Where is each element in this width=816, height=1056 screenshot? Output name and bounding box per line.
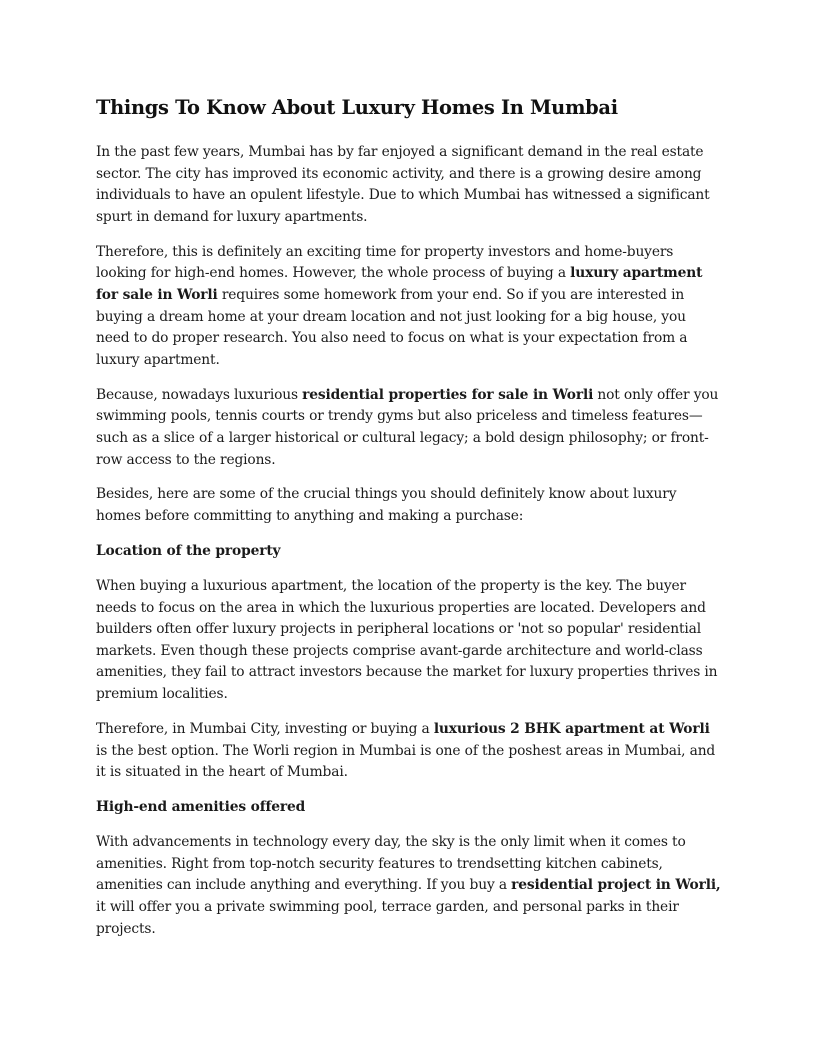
paragraph-crucial-things: Besides, here are some of the crucial things you should definitely know about luxury homes before committing to anything and making a purchase: [96, 486, 677, 525]
paragraph-intro: In the past few years, Mumbai has by far enjoyed a significant demand in the real estate sector. The city has improved its economic activity, and there is a growing desire among individuals to have an opulent lifestyle. Due to which Mumbai has witnessed a significant spurt in demand for luxury apartments. [96, 144, 710, 225]
text-run: it will offer you a private swimming pool, terrace garden, and personal parks in their projects. [96, 898, 679, 937]
text-run: With advancements in technology every day, the sky is the only limit when it comes to amenities. Right from top-notch security features to trendsetting kitchen cabinets, amenities can include anything and everything. If you buy a [96, 834, 686, 894]
text-run: requires some homework from your end. So if you are interested in buying a dream home at your dream location and not just looking for a big house, you need to do proper research. You also need to focus on what is your expectation from a luxury apartment. [96, 286, 688, 368]
text-run: Therefore, in Mumbai City, investing or buying a [96, 721, 434, 737]
section-heading-amenities: High-end amenities offered [96, 799, 306, 816]
document-title: Things To Know About Luxury Homes In Mumbai [96, 96, 618, 119]
paragraph-amenities [96, 832, 721, 940]
keyword-residential-properties-worli: residential properties for sale in Worli [302, 386, 594, 403]
text-run: is the best option. The Worli region in Mumbai is one of the poshest areas in Mumbai, and it is situated in the heart of Mumbai. [96, 742, 716, 781]
keyword-2bhk-worli: luxurious 2 BHK apartment at Worli [433, 721, 710, 737]
paragraph-features [96, 385, 721, 471]
text-run: Because, nowadays luxurious [96, 386, 303, 403]
keyword-luxury-apartment-worli: luxury apartment for sale in Worli [96, 265, 703, 303]
section-heading-location: Location of the property [96, 543, 281, 560]
keyword-residential-project-worli: residential project in Worli, [511, 877, 721, 894]
text-run: not only offer you swimming pools, tennis courts or trendy gyms but also priceless and timeless features—such as a slice of a larger historical or cultural legacy; a bold design philosophy; or front-row access to the regions. [96, 386, 719, 468]
text-run: Therefore, this is definitely an exciting time for property investors and home-buyers looking for high-end homes. However, the whole process of buying a [96, 243, 674, 282]
paragraph-investors [96, 242, 721, 372]
paragraph-worli [96, 719, 721, 784]
paragraph-location: When buying a luxurious apartment, the location of the property is the key. The buyer needs to focus on the area in which the luxurious properties are located. Developers and builders often offer luxury projects in peripheral locations or 'not so popular' residential markets. Even though these projects comprise avant-garde architecture and world-class amenities, they fail to attract investors because the market for luxury properties thrives in premium localities. [96, 578, 718, 703]
document-page [96, 94, 721, 954]
